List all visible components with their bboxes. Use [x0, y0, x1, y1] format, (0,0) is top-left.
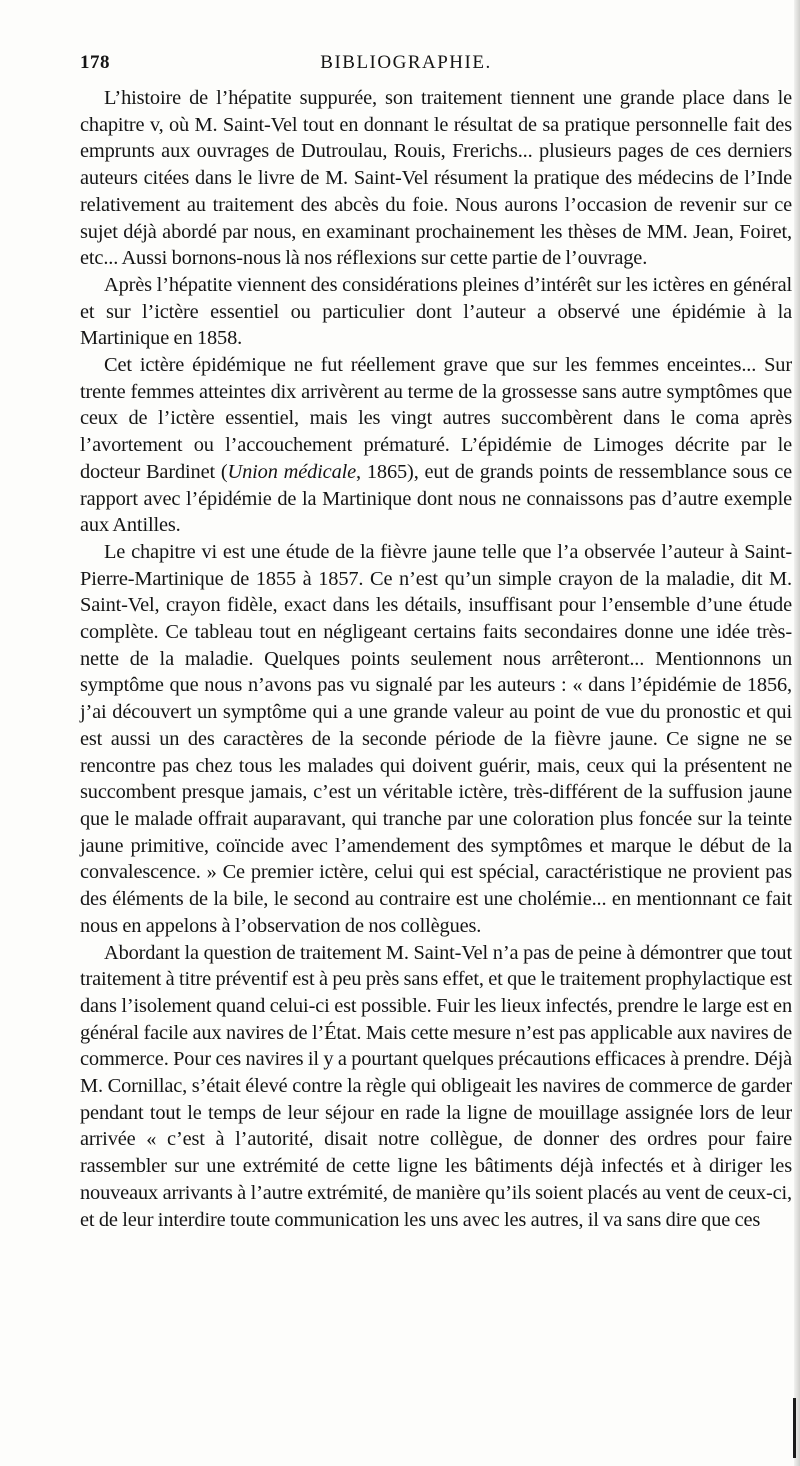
- running-head: BIBLIOGRAPHIE.: [320, 52, 492, 73]
- paragraph-icteres: Après l’hépatite viennent des considérations pleines d’intérêt sur les ictères en général et sur l’ictère essentiel ou particulier dont l’auteur a observé une épidémie à la Martinique en 1858.: [80, 273, 792, 350]
- paragraph-text-start: Cet ictère épidémique ne fut réellement grave que sur les femmes enceintes... Sur trente femmes atteintes dix arrivèrent au terme de la grossesse sans autre symptômes que ceux de l’ictère essentiel, mais les vingt autres succombèrent dans le coma après l’avortement ou l’accouchement prématuré. L’épidémie de Limoges décrite par le docteur Bardinet (: [80, 354, 792, 483]
- page-number: 178: [80, 52, 110, 73]
- page-header: [80, 52, 780, 78]
- paragraph-traitement: Abordant la question de traitement M. Saint-Vel n’a pas de peine à démontrer que tout traitement à titre préventif est à peu près sans effet, et que le traitement prophylactique est dans l’isolement quand celui-ci est possible. Fuir les lieux infectés, prendre le large est en général facile aux navires de l’État. Mais cette mesure n’est pas applicable aux navires de commerce. Pour ces navires il y a pourtant quelques précautions efficaces à prendre. Déjà M. Cornillac, s’était élevé contre la règle qui obligeait les navires de commerce de garder pendant tout le temps de leur séjour en rade la ligne de mouillage assignée lors de leur arrivée « c’est à l’autorité, disait notre collègue, de donner des ordres pour faire rassembler sur une extrémité de cette ligne les bâtiments déjà infectés et à diriger les nouveaux arrivants à l’autre extrémité, de manière qu’ils soient placés au vent de ceux-ci, et de leur interdire toute communication les uns avec les autres, il va sans dire que ces: [80, 941, 792, 1231]
- paragraph-ictere-epidemique: [80, 352, 792, 539]
- journal-citation: Union médicale: [227, 460, 357, 483]
- page-edge: [794, 0, 800, 1466]
- body-text: [80, 85, 792, 1233]
- edge-mark: [793, 1398, 796, 1458]
- paragraph-text-end: , 1865), eut de grands points de ressemblance sous ce rapport avec l’épidémie de la Martinique dont nous ne connaissons pas d’autre exemple aux Antilles.: [80, 460, 792, 537]
- paragraph-hepatite: L’histoire de l’hépatite suppurée, son traitement tiennent une grande place dans le chapitre v, où M. Saint-Vel tout en donnant le résultat de sa pratique personnelle fait des emprunts aux ouvrages de Dutroulau, Rouis, Frerichs... plusieurs pages de ces derniers auteurs citées dans le livre de M. Saint-Vel résument la pratique des médecins de l’Inde relativement au traitement des abcès du foie. Nous aurons l’occasion de revenir sur ce sujet déjà abordé par nous, en examinant prochainement les thèses de MM. Jean, Foiret, etc... Aussi bornons-nous là nos réflexions sur cette partie de l’ouvrage.: [80, 87, 792, 270]
- paragraph-fievre-jaune: Le chapitre vi est une étude de la fièvre jaune telle que l’a observée l’auteur à Saint-Pierre-Martinique de 1855 à 1857. Ce n’est qu’un simple crayon de la maladie, dit M. Saint-Vel, crayon fidèle, exact dans les détails, insuffisant pour l’ensemble d’une étude complète. Ce tableau tout en négligeant certains faits secondaires donne une idée très-nette de la maladie. Quelques points seulement nous arrêteront... Mentionnons un symptôme que nous n’avons pas vu signalé par les auteurs : « dans l’épidémie de 1856, j’ai découvert un symptôme qui a une grande valeur au point de vue du pronostic et qui est aussi un des caractères de la seconde période de la fièvre jaune. Ce signe ne se rencontre pas chez tous les malades qui doivent guérir, mais, ceux qui la présentent ne succombent presque jamais, c’est un véritable ictère, très-différent de la suffusion jaune que le malade offrait auparavant, qui tranche par une coloration plus foncée sur la teinte jaune primitive, coïncide avec l’amendement des symptômes et marque le début de la convalescence. » Ce premier ictère, celui qui est spécial, caractéristique ne provient pas des éléments de la bile, le second au contraire est une cholémie... en mentionnant ce fait nous en appelons à l’observation de nos collègues.: [80, 540, 792, 937]
